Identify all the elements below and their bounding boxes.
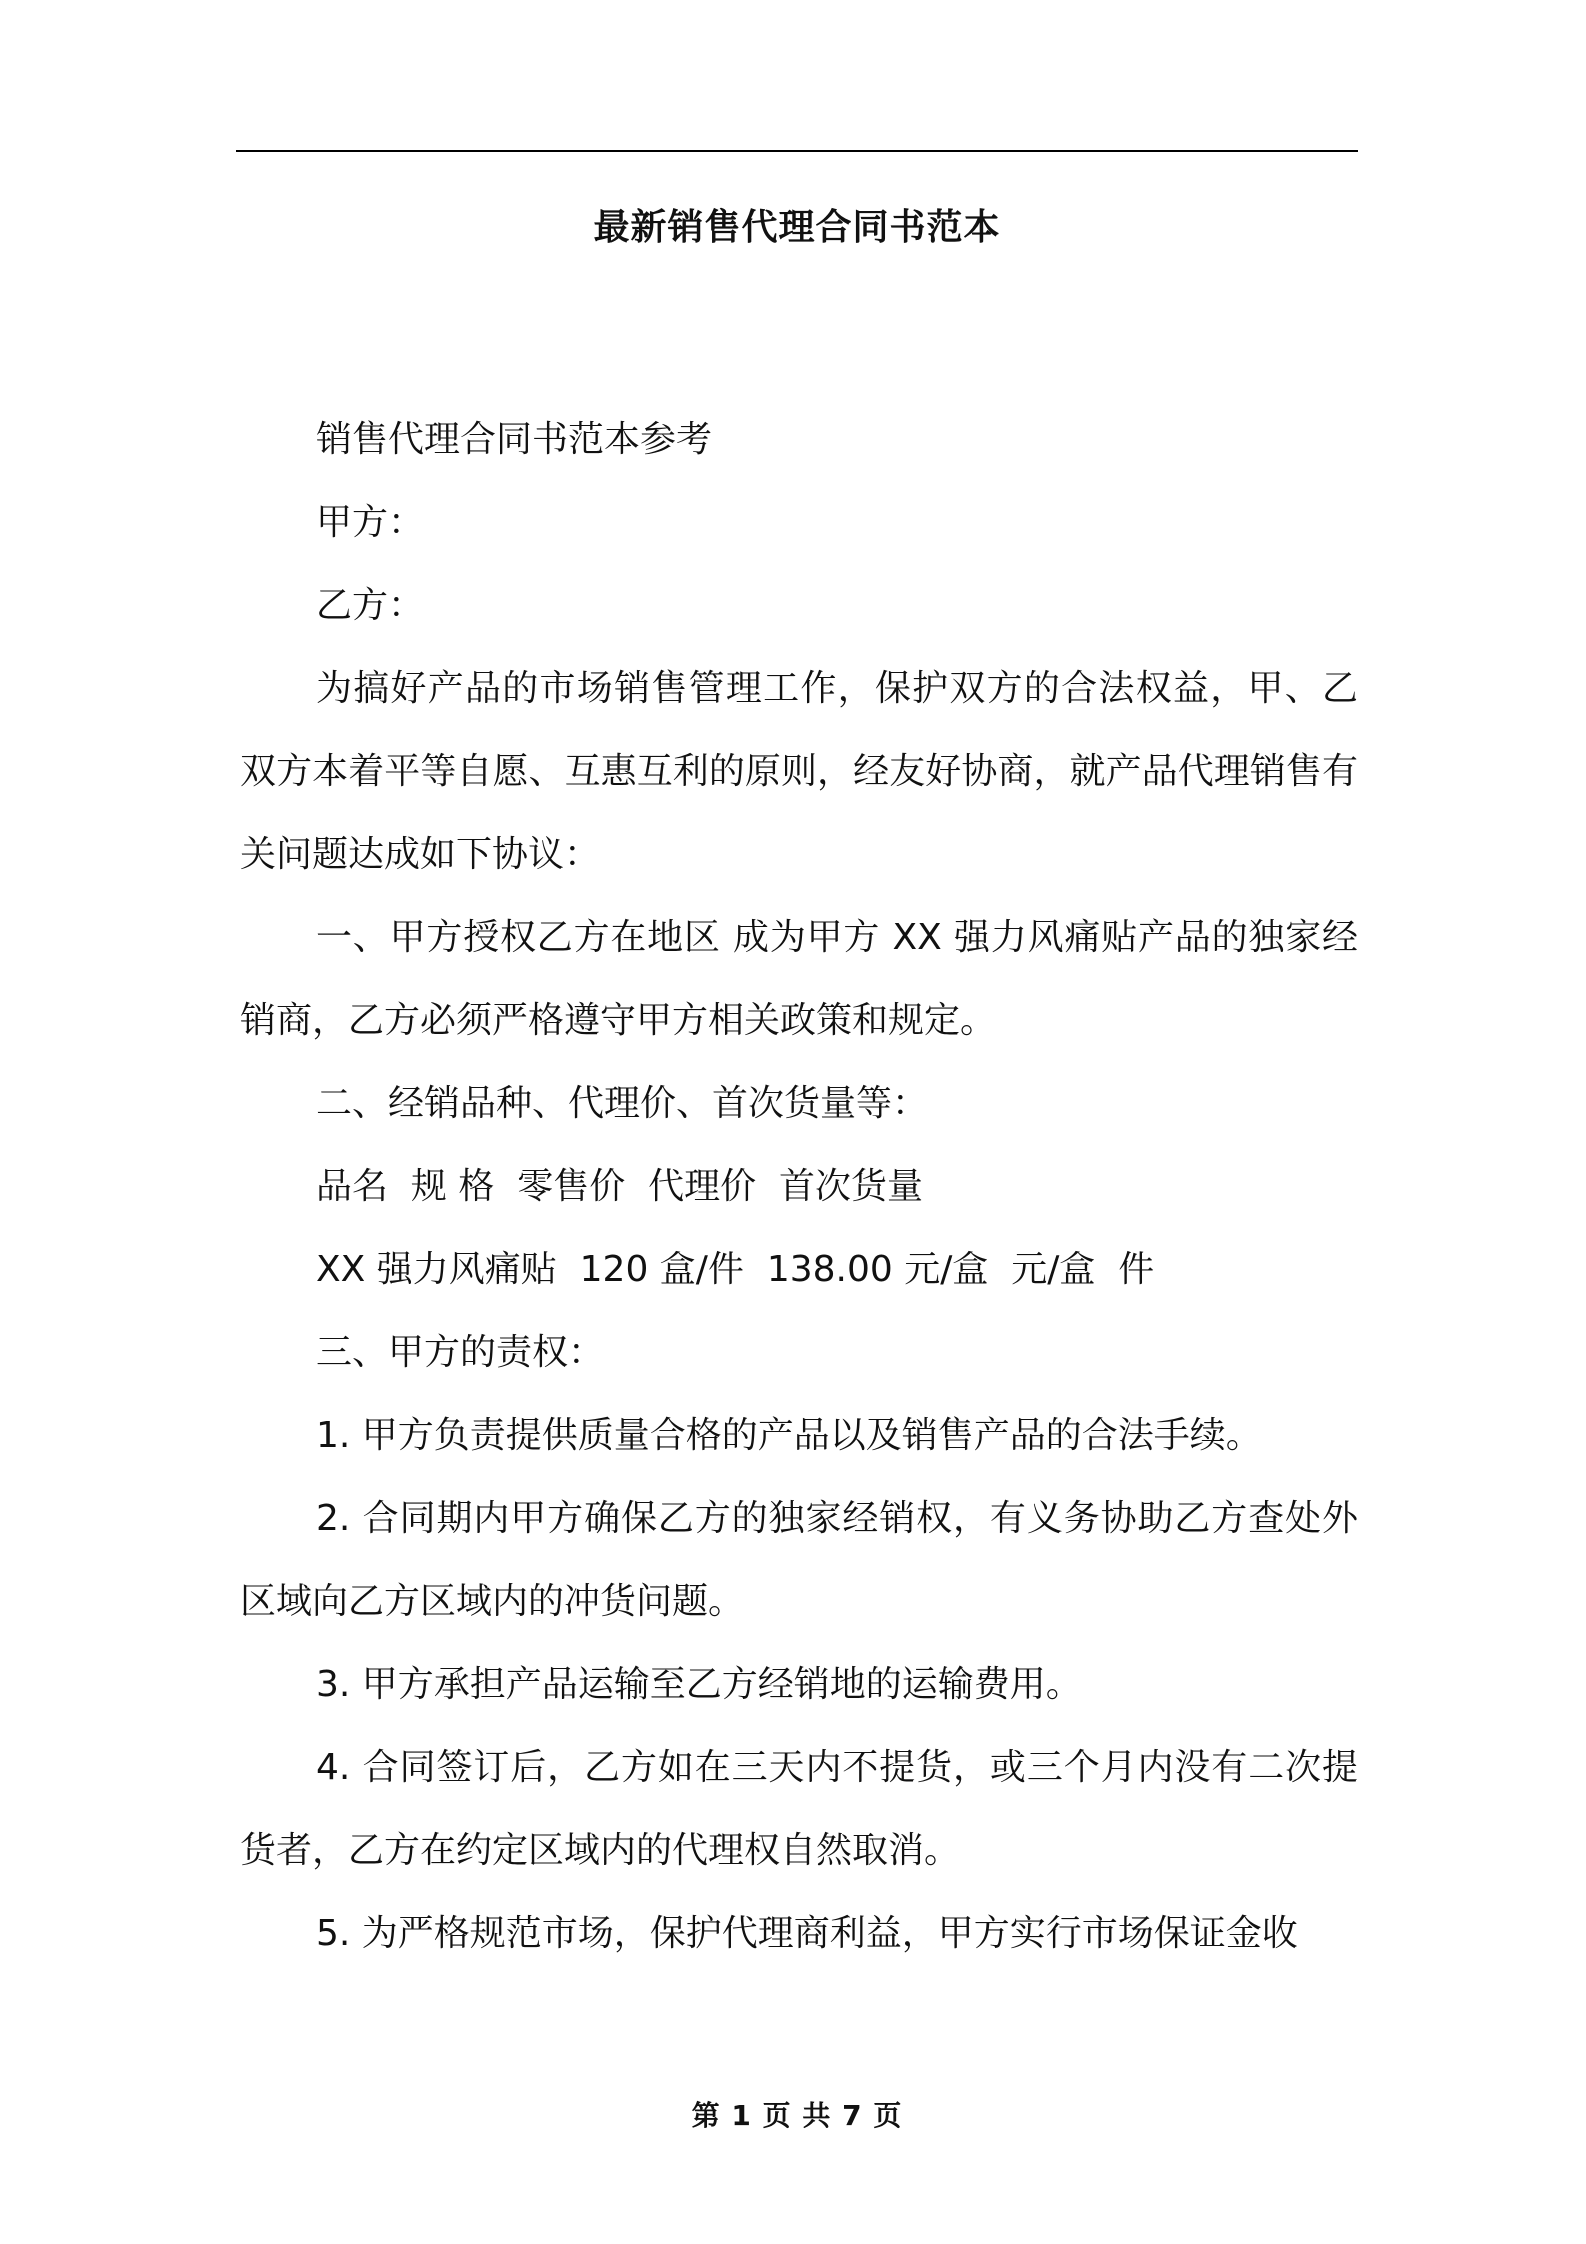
list-item-3-4: 4. 合同签订后，乙方如在三天内不提货，或三个月内没有二次提货者，乙方在约定区域内的代理权自然取消。 xyxy=(240,1747,1358,1871)
product-table-header: 品名 规 格 零售价 代理价 首次货量 xyxy=(316,1166,923,1207)
paragraph-subtitle: 销售代理合同书范本参考 xyxy=(316,419,713,460)
list-item-3-2: 2. 合同期内甲方确保乙方的独家经销权，有义务协助乙方查处外区域向乙方区域内的冲货问题。 xyxy=(240,1498,1358,1622)
list-item-3-5: 5. 为严格规范市场，保护代理商利益，甲方实行市场保证金收 xyxy=(316,1913,1298,1954)
page-footer: 第 1 页 共 7 页 xyxy=(691,2099,903,2132)
paragraph-clause-2: 二、经销品种、代理价、首次货量等： xyxy=(316,1083,929,1124)
document-body xyxy=(240,398,1358,1975)
header-rule xyxy=(236,150,1358,152)
product-table-row: XX 强力风痛贴 120 盒/件 138.00 元/盒 元/盒 件 xyxy=(316,1249,1155,1290)
paragraph-party-b: 乙方： xyxy=(316,585,425,626)
paragraph-clause-1: 一、甲方授权乙方在地区 成为甲方 XX 强力风痛贴产品的独家经销商，乙方必须严格遵守甲方相关政策和规定。 xyxy=(240,917,1358,1041)
list-item-3-3: 3. 甲方承担产品运输至乙方经销地的运输费用。 xyxy=(316,1664,1082,1705)
paragraph-clause-3: 三、甲方的责权： xyxy=(316,1332,605,1373)
document-title: 最新销售代理合同书范本 xyxy=(593,207,1001,248)
paragraph-party-a: 甲方： xyxy=(316,502,425,543)
list-item-3-1: 1. 甲方负责提供质量合格的产品以及销售产品的合法手续。 xyxy=(316,1415,1262,1456)
paragraph-preamble: 为搞好产品的市场销售管理工作，保护双方的合法权益，甲、乙双方本着平等自愿、互惠互利的原则，经友好协商，就产品代理销售有关问题达成如下协议： xyxy=(240,668,1358,875)
